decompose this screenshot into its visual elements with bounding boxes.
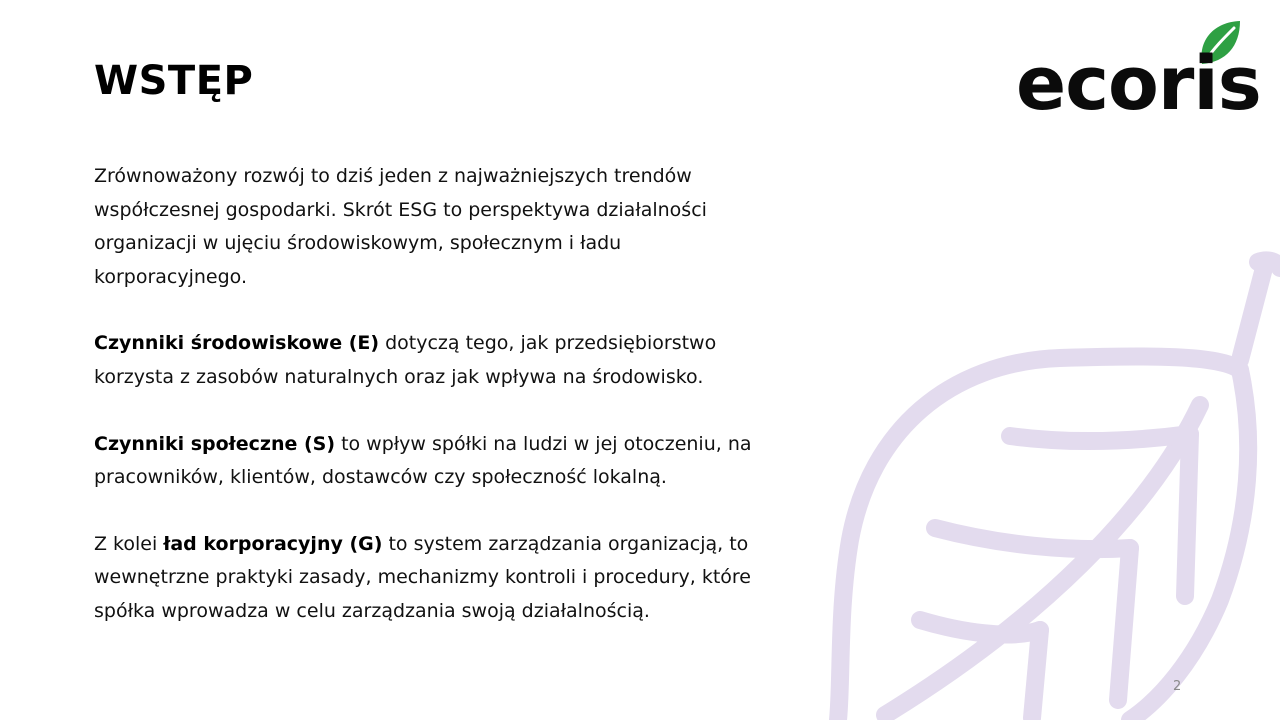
paragraph-text: to wpływ spółki na ludzi w jej otoczeniu, na pracowników, klientów, dostawców czy społeczność lokalną. — [94, 432, 752, 489]
paragraph-text: dotyczą tego, jak przedsiębiorstwo korzysta z zasobów naturalnych oraz jak wpływa na środowisko. — [94, 332, 717, 388]
environmental-paragraph — [94, 327, 754, 394]
logo-text: ecoris — [1016, 41, 1261, 127]
logo — [1016, 18, 1261, 127]
social-paragraph — [94, 428, 754, 495]
term-environmental: Czynniki środowiskowe (E) — [94, 332, 380, 355]
page-number: 2 — [1173, 679, 1182, 694]
content — [94, 160, 754, 662]
paragraph-text: Zrównoważony rozwój to dziś jeden z najważniejszych trendów współczesnej gospodarki. Skrót ESG to perspektywa działalności organizacji w ujęciu środowiskowym, społecznym i ładu korporacyjnego. — [94, 165, 707, 288]
term-governance: ład korporacyjny (G) — [163, 532, 383, 555]
page-title: WSTĘP — [94, 58, 254, 104]
paragraph-text: to system zarządzania organizacją, to wewnętrzne praktyki zasady, mechanizmy kontroli i procedury, które spółka wprowadza w celu zarządzania swoją działalnością. — [94, 532, 751, 622]
paragraph-prefix: Z kolei — [94, 532, 164, 555]
intro-paragraph — [94, 160, 754, 294]
term-social: Czynniki społeczne (S) — [94, 432, 336, 455]
governance-paragraph — [94, 528, 754, 629]
